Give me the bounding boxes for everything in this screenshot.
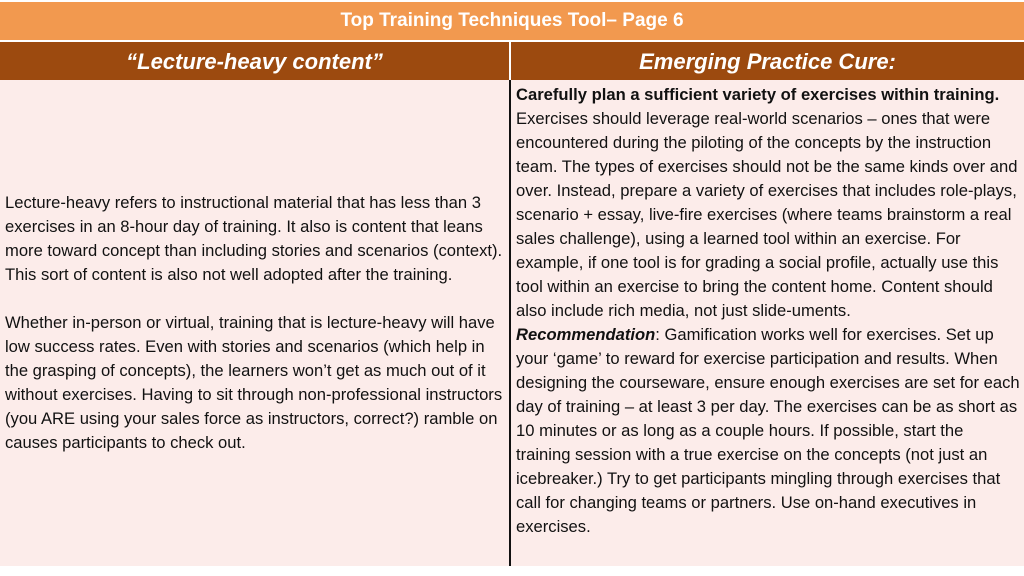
cure-lead-sentence: Carefully plan a sufficient variety of exercises within training. <box>516 85 1000 104</box>
problem-description <box>5 191 505 455</box>
right-column-body <box>511 80 1024 566</box>
recommendation-text: : Gamification works well for exercises. Set up your ‘game’ to reward for exercise participation and results. When designing the courseware, ensure enough exercises are set for each day of training – at least 3 per day. The exercises can be as short as 10 minutes or as long as a couple hours. If possible, start the training session with a true exercise on the concepts (not just an icebreaker.) Try to get participants mingling through exercises that call for changing teams or partners. Use on-hand executives in exercises. <box>516 325 1020 536</box>
cure-body-text: Exercises should leverage real-world scenarios – ones that were encountered during the piloting of the concepts by the instruction team. The types of exercises should not be the same kinds over and over. Instead, prepare a variety of exercises that includes role-plays, scenario + essay, live-fire exercises (where teams brainstorm a real sales challenge), using a learned tool within an exercise. For example, if one tool is for grading a social profile, actually use this tool within an exercise to bring the content home. Content should also include rich media, not just slide-uments. <box>516 109 1018 320</box>
left-column-body <box>0 80 511 566</box>
problem-paragraph-2: Whether in-person or virtual, training that is lecture-heavy will have low success rates. Even with stories and scenarios (which help in the grasping of concepts), the learners won’t get as much out of it without exercises. Having to sit through non-professional instructors (you ARE using your sales force as instructors, correct?) ramble on causes participants to check out. <box>5 313 503 452</box>
comparison-table <box>0 40 1024 566</box>
recommendation-label: Recommendation <box>516 325 656 344</box>
right-column-header: Emerging Practice Cure: <box>511 40 1024 80</box>
problem-paragraph-1: Lecture-heavy refers to instructional material that has less than 3 exercises in an 8-hour day of training. It also is content that leans more toward concept than including stories and scenarios (context). This sort of content is also not well adopted after the training. <box>5 193 503 284</box>
left-column-header: “Lecture-heavy content” <box>0 40 511 80</box>
cure-description <box>516 83 1020 539</box>
page-title: Top Training Techniques Tool– Page 6 <box>0 2 1024 40</box>
